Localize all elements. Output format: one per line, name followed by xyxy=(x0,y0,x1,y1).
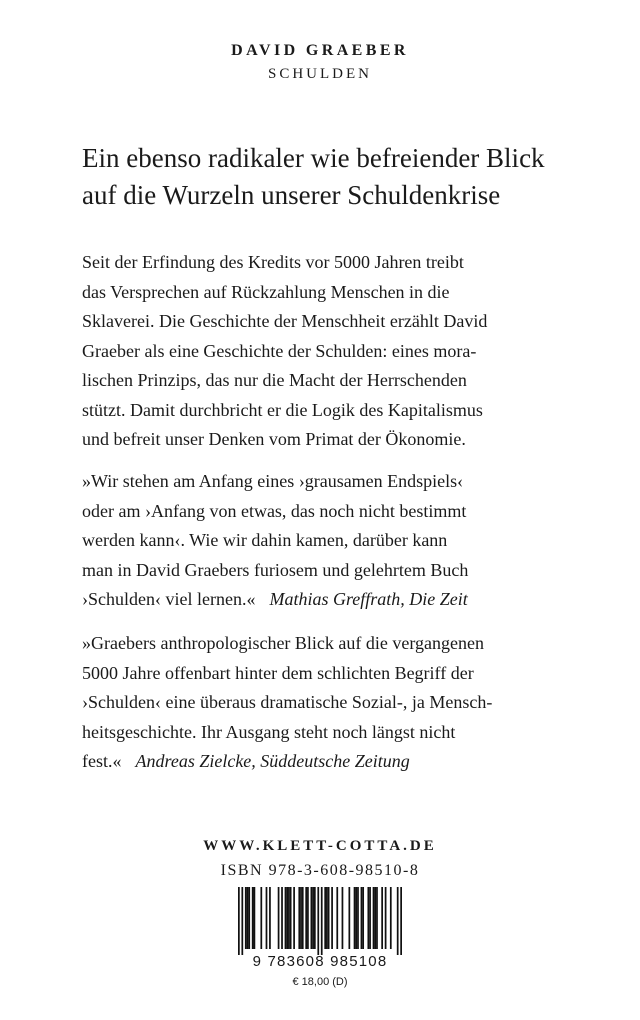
barcode-bar xyxy=(247,887,249,949)
barcode-bar xyxy=(331,887,333,949)
quote-line-last xyxy=(82,747,562,777)
headline xyxy=(82,140,602,214)
quote-line-last xyxy=(82,585,562,615)
barcode-bar xyxy=(326,887,328,949)
quote-line: 5000 Jahre offenbart hinter dem schlichten Begriff der xyxy=(82,662,474,683)
barcode-bar xyxy=(328,887,330,949)
barcode-bar xyxy=(302,887,304,949)
isbn: ISBN 978-3-608-98510-8 xyxy=(220,862,420,879)
quote-line: ›Schulden‹ viel lernen.« xyxy=(82,589,256,609)
barcode-bar xyxy=(390,887,392,949)
review-quote-sz xyxy=(82,629,562,777)
barcode-bar xyxy=(376,887,378,949)
quote-line: fest.« xyxy=(82,751,122,771)
quote-line: heitsgeschichte. Ihr Ausgang steht noch längst nicht xyxy=(82,721,456,742)
publisher-footer xyxy=(0,836,640,882)
quote-line: man in David Graebers furiosem und gelehrtem Buch xyxy=(82,559,469,580)
blurb-line: Seit der Erfindung des Kredits vor 5000 Jahren treibt xyxy=(82,252,464,272)
barcode-bar xyxy=(307,887,309,949)
barcode-bar xyxy=(254,887,256,949)
barcode-bar xyxy=(269,887,271,949)
barcode-bar xyxy=(252,887,254,949)
barcode-bar xyxy=(260,887,262,949)
barcode-bar xyxy=(311,887,313,949)
barcode-bar xyxy=(362,887,364,949)
cover-header xyxy=(0,40,640,84)
barcode-bar xyxy=(374,887,376,949)
barcode-bar xyxy=(285,887,287,949)
author-name: DAVID GRAEBER xyxy=(231,42,409,59)
barcode-bar xyxy=(336,887,338,949)
quote-source: Mathias Greffrath, Die Zeit xyxy=(269,589,468,609)
quote-source: Andreas Zielcke, Süddeutsche Zeitung xyxy=(135,751,410,771)
review-quote-zeit xyxy=(82,467,562,615)
barcode-bar xyxy=(314,887,316,949)
quote-line: werden kann‹. Wie wir dahin kamen, darüber kann xyxy=(82,530,448,550)
barcode-bar xyxy=(293,887,295,949)
price: € 18,00 (D) xyxy=(292,976,348,988)
barcode-bar xyxy=(305,887,307,949)
barcode-bar xyxy=(298,887,300,949)
barcode-bar xyxy=(288,887,290,949)
barcode-bar xyxy=(245,887,247,949)
barcode-bar xyxy=(354,887,356,949)
barcode-bar xyxy=(324,887,326,949)
headline-line: Ein ebenso radikaler wie befreiender Blick xyxy=(82,143,545,173)
barcode-bar xyxy=(278,887,280,949)
barcode-bar xyxy=(397,887,399,955)
barcode-bar xyxy=(281,887,283,949)
headline-line: auf die Wurzeln unserer Schuldenkrise xyxy=(82,180,501,210)
quote-line: »Wir stehen am Anfang eines ›grausamen Endspiels‹ xyxy=(82,471,464,491)
publisher-website: WWW.KLETT-COTTA.DE xyxy=(203,838,437,854)
barcode-bar xyxy=(238,887,240,955)
quote-line: »Graebers anthropologischer Blick auf die vergangenen xyxy=(82,633,485,653)
barcode-bar xyxy=(290,887,292,949)
barcode-bar xyxy=(385,887,387,949)
barcode-bar xyxy=(248,887,250,949)
blurb-line: Sklaverei. Die Geschichte der Menschheit erzählt David xyxy=(82,311,488,331)
blurb xyxy=(82,248,562,455)
barcode-bar xyxy=(321,887,323,955)
barcode-bars xyxy=(232,887,408,955)
barcode-bar xyxy=(312,887,314,949)
blurb-line: das Versprechen auf Rückzahlung Menschen in die xyxy=(82,281,450,302)
barcode-bar xyxy=(317,887,319,955)
barcode-bar xyxy=(369,887,371,949)
barcode xyxy=(232,887,408,955)
barcode-bar xyxy=(381,887,383,949)
quote-line: oder am ›Anfang von etwas, das noch nicht bestimmt xyxy=(82,500,467,521)
barcode-bar xyxy=(342,887,344,949)
blurb-line: lischen Prinzips, das nur die Macht der Herrschenden xyxy=(82,370,467,390)
blurb-line: Graeber als eine Geschichte der Schulden: eines mora- xyxy=(82,340,477,361)
blurb-line: und befreit unser Denken vom Primat der Ökonomie. xyxy=(82,429,466,449)
barcode-bar xyxy=(367,887,369,949)
barcode-digits: 9 783608 985108 xyxy=(252,953,388,970)
barcode-bar xyxy=(266,887,268,949)
barcode-bar xyxy=(361,887,363,949)
barcode-bar xyxy=(400,887,402,955)
barcode-bar xyxy=(355,887,357,949)
barcode-bar xyxy=(286,887,288,949)
barcode-bar xyxy=(357,887,359,949)
barcode-bar xyxy=(348,887,350,949)
barcode-bar xyxy=(241,887,243,955)
book-title: SCHULDEN xyxy=(267,66,372,82)
quote-line: ›Schulden‹ eine überaus dramatische Sozial-, ja Mensch- xyxy=(82,692,493,712)
barcode-bar xyxy=(300,887,302,949)
barcode-bar xyxy=(373,887,375,949)
blurb-line: stützt. Damit durchbricht er die Logik des Kapitalismus xyxy=(82,399,483,420)
